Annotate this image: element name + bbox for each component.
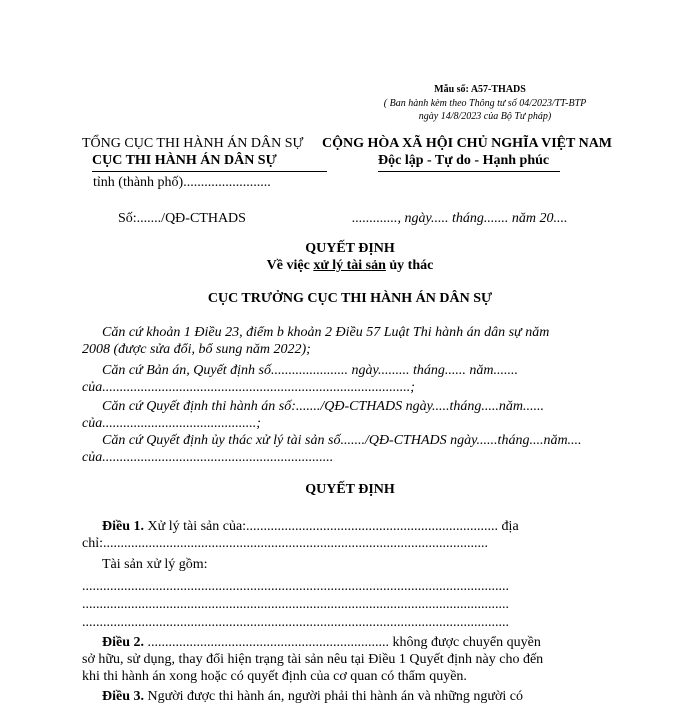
basis-1-line2: 2008 (được sửa đổi, bổ sung năm 2022); <box>82 342 311 357</box>
agency-province: tỉnh (thành phố)......................... <box>93 175 271 190</box>
doc-number: Số:......./QĐ-CTHADS <box>118 211 246 226</box>
nation-name: CỘNG HÒA XÃ HỘI CHỦ NGHĨA VIỆT NAM <box>322 136 613 151</box>
article-2-label: Điều 2. <box>102 635 144 650</box>
article-1-text: Xử lý tài sản của:........................................................................ địa <box>144 519 519 534</box>
assets-line <box>82 556 618 573</box>
article-2-text: ..................................................................... không được chuyển quyền <box>144 635 541 650</box>
agency-underline <box>92 171 327 172</box>
assets-label: Tài sản xử lý gồm: <box>102 557 208 572</box>
basis-1-line1 <box>82 324 618 341</box>
form-issued-line2: ngày 14/8/2023 của Bộ Tư pháp) <box>418 111 552 122</box>
subtitle-prefix: Về việc <box>266 258 314 273</box>
agency-parent: TỔNG CỤC THI HÀNH ÁN DÂN SỰ <box>82 136 304 151</box>
assets-dots-3: .......................................................................................................................... <box>82 615 509 630</box>
basis-3-line1 <box>82 398 618 415</box>
basis-4-line2: của.................................................................. <box>82 450 334 465</box>
assets-dots-1: .......................................................................................................................... <box>82 579 509 594</box>
subtitle-suffix: ủy thác <box>385 258 434 273</box>
article-3-text: Người được thi hành án, người phải thi hành án và những người có <box>144 689 523 704</box>
article-1-line1 <box>82 518 618 535</box>
doc-issuer: CỤC TRƯỞNG CỤC THI HÀNH ÁN DÂN SỰ <box>207 291 493 306</box>
doc-date: ............., ngày..... tháng....... năm 20.... <box>352 211 568 226</box>
article-3-line1 <box>82 688 618 705</box>
article-3-label: Điều 3. <box>102 689 144 704</box>
assets-dots-2: .......................................................................................................................... <box>82 597 509 612</box>
form-issued-line1: ( Ban hành kèm theo Thông tư số 04/2023/TT-BTP <box>383 98 587 109</box>
basis-4-text1: Căn cứ Quyết định ủy thác xử lý tài sản số......./QĐ-CTHADS ngày......tháng....năm.... <box>102 433 582 448</box>
article-1-label: Điều 1. <box>102 519 144 534</box>
agency-name: CỤC THI HÀNH ÁN DÂN SỰ <box>92 153 277 168</box>
article-1-line2: chỉ:.............................................................................................................. <box>82 536 488 551</box>
subtitle-underlined: xử lý tài sản <box>313 258 386 273</box>
form-code: Mẫu số: A57-THADS <box>434 84 526 95</box>
doc-title: QUYẾT ĐỊNH <box>305 241 395 256</box>
doc-subtitle <box>0 258 700 274</box>
nation-motto: Độc lập - Tự do - Hạnh phúc <box>378 153 550 168</box>
motto-underline <box>378 171 560 172</box>
basis-2-text1: Căn cứ Bản án, Quyết định số...................... ngày......... tháng...... năm....... <box>102 363 518 378</box>
basis-2-line1 <box>82 362 618 379</box>
article-2-line2: sở hữu, sử dụng, thay đổi hiện trạng tài sản nêu tại Điều 1 Quyết định này cho đến <box>82 652 544 667</box>
article-2-line1 <box>82 634 618 651</box>
article-2-line3: khi thi hành án xong hoặc có quyết định của cơ quan có thẩm quyền. <box>82 669 467 684</box>
decision-heading: QUYẾT ĐỊNH <box>305 482 395 497</box>
basis-3-line2: của............................................; <box>82 416 261 431</box>
basis-1-text1: Căn cứ khoản 1 Điều 23, điểm b khoản 2 Điều 57 Luật Thi hành án dân sự năm <box>102 325 550 340</box>
basis-4-line1 <box>82 432 618 449</box>
basis-2-line2: của........................................................................................; <box>82 380 415 395</box>
basis-3-text1: Căn cứ Quyết định thi hành án số:......./QĐ-CTHADS ngày.....tháng.....năm...... <box>102 399 545 414</box>
